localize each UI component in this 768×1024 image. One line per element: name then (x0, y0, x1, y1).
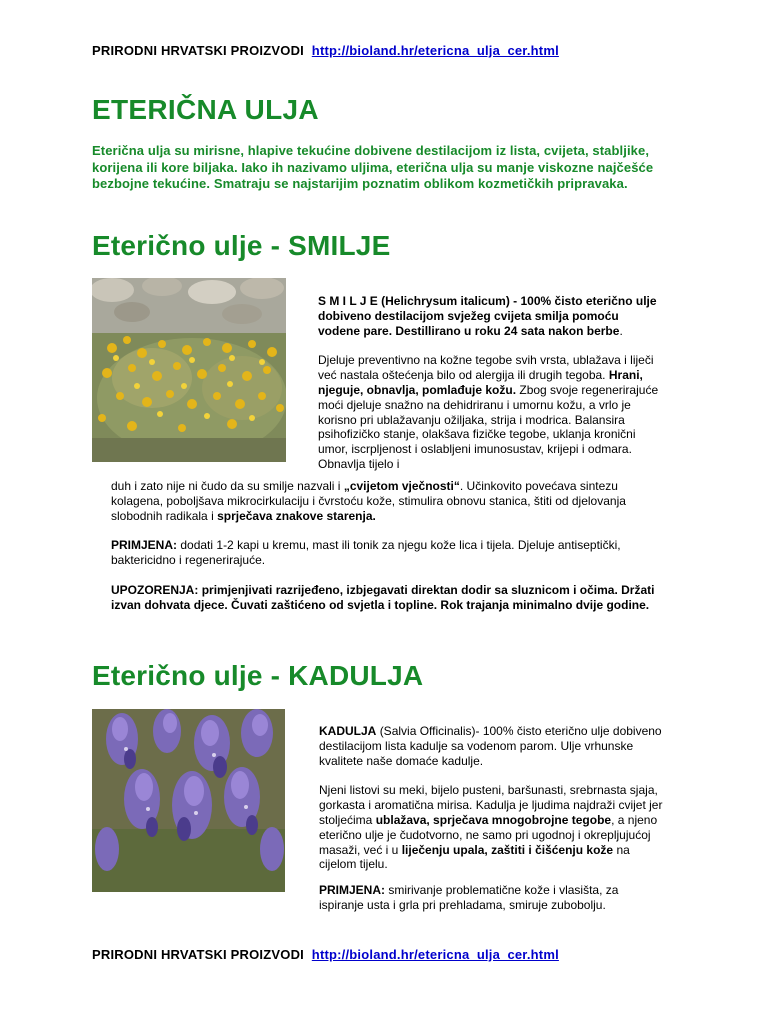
kadulja-image (92, 709, 285, 892)
kadulja-heading: Eterično ulje - KADULJA (92, 660, 424, 691)
kadulja-use-label: PRIMJENA: (319, 883, 386, 898)
smilje-warn-label: UPOZORENJA: (111, 582, 199, 597)
smilje-heading: Eterično ulje - SMILJE (92, 230, 391, 261)
page-title: ETERIČNA ULJA (92, 94, 319, 125)
page-header (92, 43, 559, 58)
kadulja-p1-bold: KADULJA (319, 724, 377, 738)
source-link[interactable]: http://bioland.hr/etericna_ulja_cer.html (311, 43, 559, 58)
footer-source-link[interactable]: http://bioland.hr/etericna_ulja_cer.html (311, 947, 559, 962)
brand-text: PRIRODNI HRVATSKI PROIZVODI (92, 43, 304, 58)
footer-brand-text: PRIRODNI HRVATSKI PROIZVODI (92, 947, 304, 962)
intro-paragraph: Eterična ulja su mirisne, hlapive tekućine dobivene destilacijom iz lista, cvijeta, stabljike, korijena ili kore biljaka. Iako ih nazivamo uljima, eterična ulja su manje viskozne najčešće bezbojne tekućine. Smatraju se najstarijim poznatim oblikom kozmetičkih pripravaka. (92, 143, 654, 191)
smilje-image (92, 278, 286, 462)
smilje-p2a: Djeluje preventivno na kožne tegobe svih vrsta, ublažava i liječi već nastala oštećenja bilo od alergija ili drugih tegoba. (318, 353, 654, 383)
kadulja-description: KADULJA (Salvia Officinalis)- 100% čisto eterično ulje dobiveno destilacijom lista kadulje sa vodenom parom. Ulje vrhunske kvalitete naše domaće kadulje. Njeni listovi su meki, bijelo pusteni, baršunasti, srebrnasta sjaja, gorkasta i aromatična mirisa. Kadulja je ljudima najdraži cvijet jer stoljećima ublažava, sprječava mnogobrojne tegobe, a njeno eterično ulje je čudotvorno, ne samo pri ugodnoj i okrepljujućoj masaži, već i u liječenju upala, zaštiti i čišćenju kože na cijelom tijelu. PRIMJENA: smirivanje problematične kože i vlasišta, za ispiranje usta i grla pri prehladama, smiruje zubobolju. (319, 724, 663, 912)
smilje-description: S M I L J E (Helichrysum italicum) - 100% čisto eterično ulje dobiveno destilacijom svježeg cvijeta smilja pomoću vodene pare. Destillirano u roku 24 sata nakon berbe. Djeluje preventivno na kožne tegobe svih vrsta, ublažava i liječi već nastala oštećenja bilo od alergija ili drugih tegoba. Hrani, njeguje, obnavlja, pomlađuje kožu. Zbog svoje regenerirajuće moći djeluje snažno na dehidriranu i umornu kožu, a vrlo je korisno pri ublažavanju ožiljaka, strija i modrica. Balansira psihofizičko stanje, olakšava fizičke tegobe, uklanja kronični umor, iscrpljenost i oslabljeni imunosustav, krijepi i odmara. Obnavlja tijelo i (318, 294, 659, 471)
smilje-p1-bold: S M I L J E (Helichrysum italicum) - 100% čisto eterično ulje dobiveno destilacijom svježeg cvijeta smilja pomoću vodene pare. Destillirano u roku 24 sata nakon berbe (318, 294, 657, 338)
page-footer (92, 947, 559, 962)
smilje-continued: duh i zato nije ni čudo da su smilje nazvali i „cvijetom vječnosti“. Učinkovito povećava sintezu kolagena, poboljšava mikrocirkulaciju i čvrstoću kože, stimulira obnovu stanica, štiti od djelovanja slobodnih radikala i sprječava znakove starenja. PRIMJENA: dodati 1-2 kapi u kremu, mast ili tonik za njegu kože lica i tijela. Djeluje antiseptički, baktericidno i regenerirajuće. UPOZORENJA: primjenjivati razrijeđeno, izbjegavati direktan dodir sa sluznicom i očima. Držati izvan dohvata djece. Čuvati zaštićeno od svjetla i topline. Rok trajanja minimalno dvije godine. (111, 479, 655, 612)
smilje-use-label: PRIMJENA: (111, 538, 178, 553)
